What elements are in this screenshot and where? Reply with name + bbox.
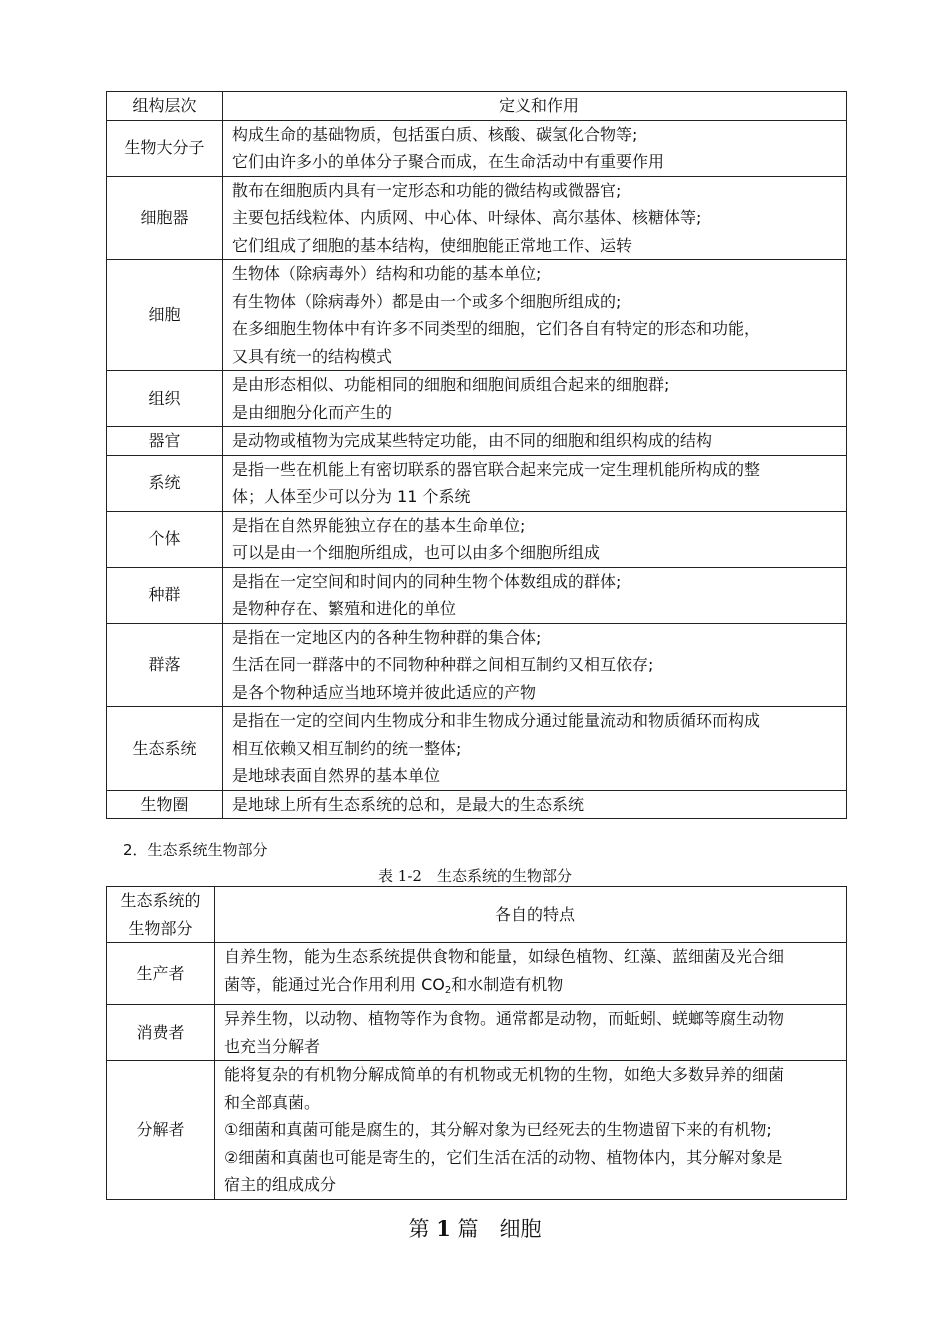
definition-line [224,971,846,1005]
row-name: 生产者 [107,943,215,1005]
definition-line [232,735,846,763]
row-name: 组织 [107,371,223,427]
table-row [107,567,847,623]
row-definition [223,455,847,511]
row-name: 细胞 [107,260,223,371]
definition-line [232,568,846,596]
row-name: 生态系统 [107,707,223,791]
definition-line [224,1089,846,1117]
header-level: 组构层次 [107,92,223,121]
definition-text: 是动物或植物为完成某些特定功能，由不同的细胞和组织构成的结构 [232,431,713,450]
row-name: 分解者 [107,1061,215,1200]
structure-levels-table [106,91,847,819]
header-part [107,887,215,943]
definition-text: 是指在一定地区内的各种生物种群的集合体; [232,627,542,647]
definition-line [232,260,846,288]
table-header-row [107,92,847,121]
table-row [107,176,847,260]
definition-text: 是指在一定空间和时间内的同种生物个体数组成的群体; [232,571,622,591]
definition-text: 异养生物，以动物、植物等作为食物。通常都是动物，而蚯蚓、蜣螂等腐生动物 [224,1009,785,1028]
definition-text: 是由细胞分化而产生的 [232,402,393,422]
definition-text: ①细菌和真菌可能是腐生的，其分解对象为已经死去的生物遗留下来的有机物; [224,1120,772,1139]
definition-line [232,679,846,707]
definition-text: ②细菌和真菌也可能是寄生的，它们生活在活的动物、植物体内，其分解对象是 [224,1147,783,1167]
definition-text: 主要包括线粒体、内质网、中心体、叶绿体、高尔基体、核糖体等; [232,208,702,227]
definition-text: 是指在一定的空间内生物成分和非生物成分通过能量流动和物质循环而构成 [232,711,761,730]
definition-line [232,427,846,455]
table-row [107,511,847,567]
row-definition [223,567,847,623]
definition-line [232,624,846,652]
definition-text: 又具有统一的结构模式 [232,346,393,366]
row-definition [223,176,847,260]
definition-line [224,1116,846,1144]
definition-line [232,707,846,735]
definition-line [232,148,846,176]
definition-line [224,1171,846,1199]
table-row [107,371,847,427]
definition-line [232,791,846,819]
header-part-line1: 生态系统的 [120,891,201,910]
definition-line [232,595,846,623]
row-definition [223,790,847,819]
definition-line [232,315,846,343]
definition-line [232,762,846,790]
table-row [107,1061,847,1200]
table-caption: 表 1-2 生态系统的生物部分 [378,867,572,885]
row-definition [223,623,847,707]
table-row [107,120,847,176]
row-definition [223,371,847,427]
table-row [107,790,847,819]
definition-text: 散布在细胞质内具有一定形态和功能的微结构或微器官; [232,180,622,200]
definition-line [232,651,846,679]
definition-text: 生活在同一群落中的不同物种种群之间相互制约又相互依存; [232,655,654,674]
definition-text: 可以是由一个细胞所组成，也可以由多个细胞所组成 [232,543,601,562]
definition-line [232,456,846,484]
ecosystem-biotic-table [106,886,847,1200]
definition-text: 也充当分解者 [224,1036,321,1056]
table-row [107,455,847,511]
definition-text: 是各个物种适应当地环境并彼此适应的产物 [232,682,537,702]
row-name: 个体 [107,511,223,567]
definition-text: 宿主的组成成分 [224,1175,337,1194]
definition-text: 菌等，能通过光合作用利用 CO [224,974,445,994]
definition-text: 是由形态相似、功能相同的细胞和细胞间质组合起来的细胞群; [232,375,670,394]
definition-line [224,1033,846,1061]
definition-text: 是地球表面自然界的基本单位 [232,766,441,785]
definition-line [232,539,846,567]
definition-text: 在多细胞生物体中有许多不同类型的细胞，它们各自有特定的形态和功能， [232,319,761,338]
definition-line [232,232,846,260]
definition-text: 是指在自然界能独立存在的基本生命单位; [232,515,526,535]
definition-line [232,343,846,371]
row-definition [223,260,847,371]
table-row [107,707,847,791]
definition-line [232,204,846,232]
table-row [107,260,847,371]
section-title: 2．生态系统生物部分 [123,841,268,859]
definition-text: 生物体（除病毒外）结构和功能的基本单位; [232,264,542,283]
subscript: 2 [444,984,452,996]
row-definition [223,511,847,567]
table-row [107,623,847,707]
footer-number: 1 [436,1216,451,1241]
definition-line [232,483,846,511]
header-features: 各自的特点 [215,887,847,943]
row-name: 生物大分子 [107,120,223,176]
table-row [107,1005,847,1061]
definition-text: 相互依赖又相互制约的统一整体; [232,738,462,758]
row-name: 器官 [107,427,223,456]
header-part-line2: 生物部分 [128,918,193,938]
table-row [107,427,847,456]
definition-line [232,399,846,427]
row-name: 群落 [107,623,223,707]
row-definition [215,1005,847,1061]
definition-line [224,943,846,971]
definition-text: 它们组成了细胞的基本结构，使细胞能正常地工作、运转 [232,235,633,255]
definition-text: 有生物体（除病毒外）都是由一个或多个细胞所组成的; [232,291,622,311]
definition-line [232,512,846,540]
definition-line [224,1144,846,1172]
definition-text: 是物种存在、繁殖和进化的单位 [232,599,457,618]
table-row [107,943,847,1005]
header-definition: 定义和作用 [223,92,847,121]
page-footer [0,1213,950,1243]
definition-line [224,1005,846,1033]
footer-suffix: 篇 细胞 [457,1217,542,1241]
definition-line [232,177,846,205]
definition-tail: 和水制造有机物 [451,974,564,994]
definition-text: 能将复杂的有机物分解成简单的有机物或无机物的生物，如绝大多数异养的细菌 [224,1065,785,1084]
definition-text: 构成生命的基础物质，包括蛋白质、核酸、碳氢化合物等; [232,124,638,144]
definition-line [224,1061,846,1089]
row-definition [223,707,847,791]
row-name: 种群 [107,567,223,623]
definition-text: 是地球上所有生态系统的总和，是最大的生态系统 [232,794,585,814]
definition-text: 它们由许多小的单体分子聚合而成，在生命活动中有重要作用 [232,152,665,171]
row-definition [223,120,847,176]
row-name: 细胞器 [107,176,223,260]
definition-text: 和全部真菌。 [224,1092,321,1112]
row-definition [215,1061,847,1200]
definition-line [232,288,846,316]
row-name: 生物圈 [107,790,223,819]
definition-text: 自养生物，能为生态系统提供食物和能量，如绿色植物、红藻、蓝细菌及光合细 [224,947,785,966]
table-header-row [107,887,847,943]
definition-line [232,371,846,399]
row-definition [223,427,847,456]
row-definition [215,943,847,1005]
definition-text: 是指一些在机能上有密切联系的器官联合起来完成一定生理机能所构成的整 [232,459,761,479]
row-name: 消费者 [107,1005,215,1061]
definition-line [232,121,846,149]
row-name: 系统 [107,455,223,511]
footer-prefix: 第 [408,1217,430,1241]
definition-text: 体；人体至少可以分为 11 个系统 [232,487,471,506]
